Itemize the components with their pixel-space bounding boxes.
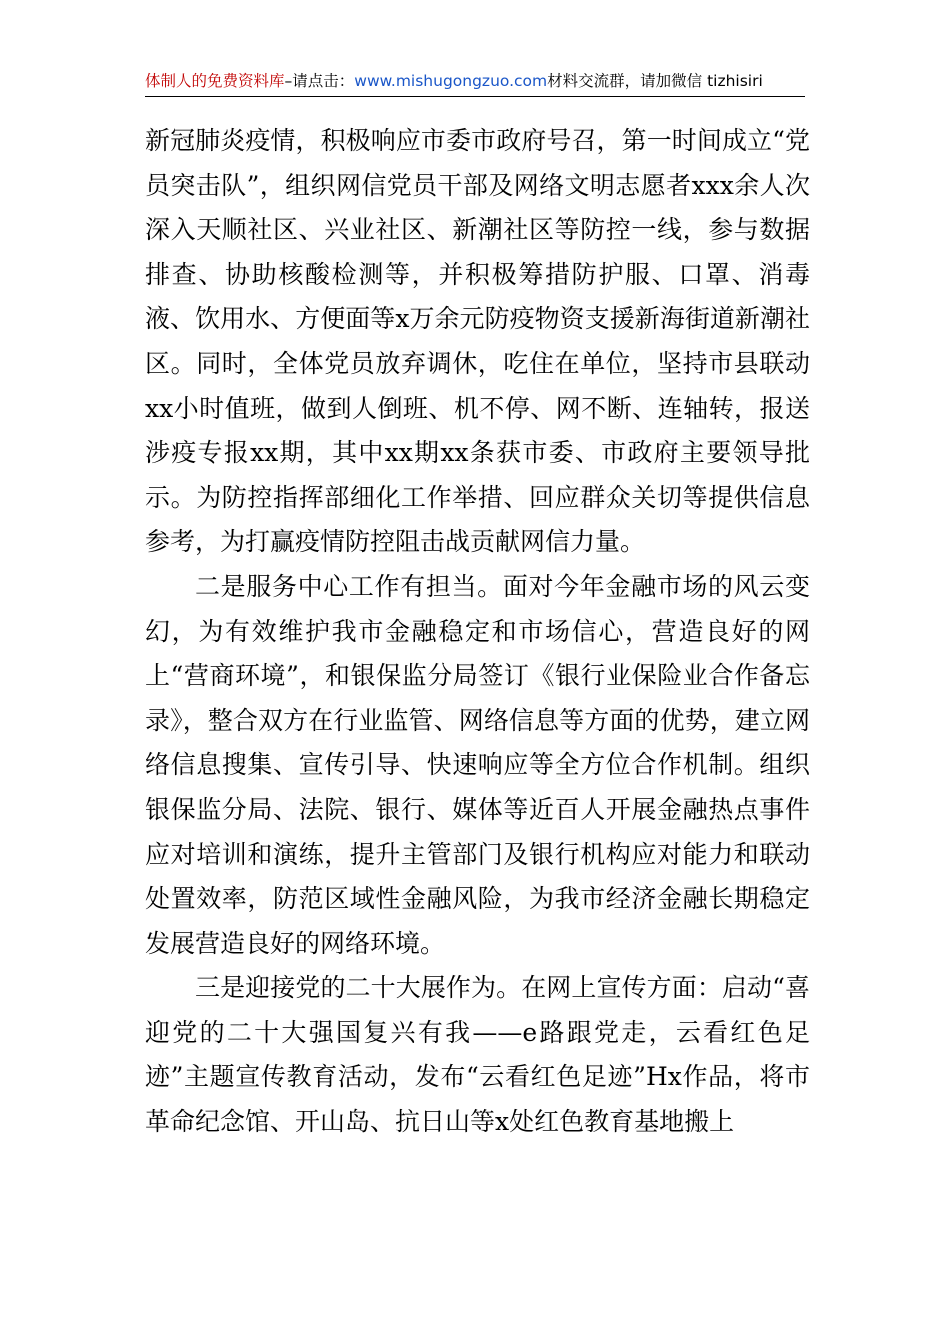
header-site-name: 体制人的免费资料库 xyxy=(145,72,285,90)
header-url-link[interactable]: www.mishugongzuo.com xyxy=(354,72,548,90)
header-contact-note: 材料交流群，请加微信 tizhisiri xyxy=(547,72,763,90)
paragraph-2: 二是服务中心工作有担当。面对今年金融市场的风云变幻，为有效维护我市金融稳定和市场信心，营造良好的网上“营商环境”，和银保监分局签订《银行业保险业合作备忘录》，整合双方在行业监管、网络信息等方面的优势，建立网络信息搜集、宣传引导、快速响应等全方位合作机制。组织银保监分局、法院、银行、媒体等近百人开展金融热点事件应对培训和演练，提升主管部门及银行机构应对能力和联动处置效率，防范区域性金融风险，为我市经济金融长期稳定发展营造良好的网络环境。 xyxy=(145,571,810,958)
document-body xyxy=(145,119,810,1145)
paragraph-continued: 新冠肺炎疫情，积极响应市委市政府号召，第一时间成立“党员突击队”，组织网信党员干部及网络文明志愿者xxx余人次深入天顺社区、兴业社区、新潮社区等防控一线，参与数据排查、协助核酸检测等，并积极筹措防护服、口罩、消毒液、饮用水、方便面等x万余元防疫物资支援新海街道新潮社区。同时，全体党员放弃调休，吃住在单位，坚持市县联动xx小时值班，做到人倒班、机不停、网不断、连轴转，报送涉疫专报xx期，其中xx期xx条获市委、市政府主要领导批示。为防控指挥部细化工作举措、回应群众关切等提供信息参考，为打赢疫情防控阻击战贡献网信力量。 xyxy=(145,126,810,557)
page-header xyxy=(145,68,805,97)
header-prompt: –请点击： xyxy=(284,72,355,90)
paragraph-3: 三是迎接党的二十大展作为。在网上宣传方面：启动“喜迎党的二十大强国复兴有我——e路跟党走，云看红色足迹”主题宣传教育活动，发布“云看红色足迹”Hx作品，将市革命纪念馆、开山岛、抗日山等x处红色教育基地搬上 xyxy=(145,973,810,1137)
